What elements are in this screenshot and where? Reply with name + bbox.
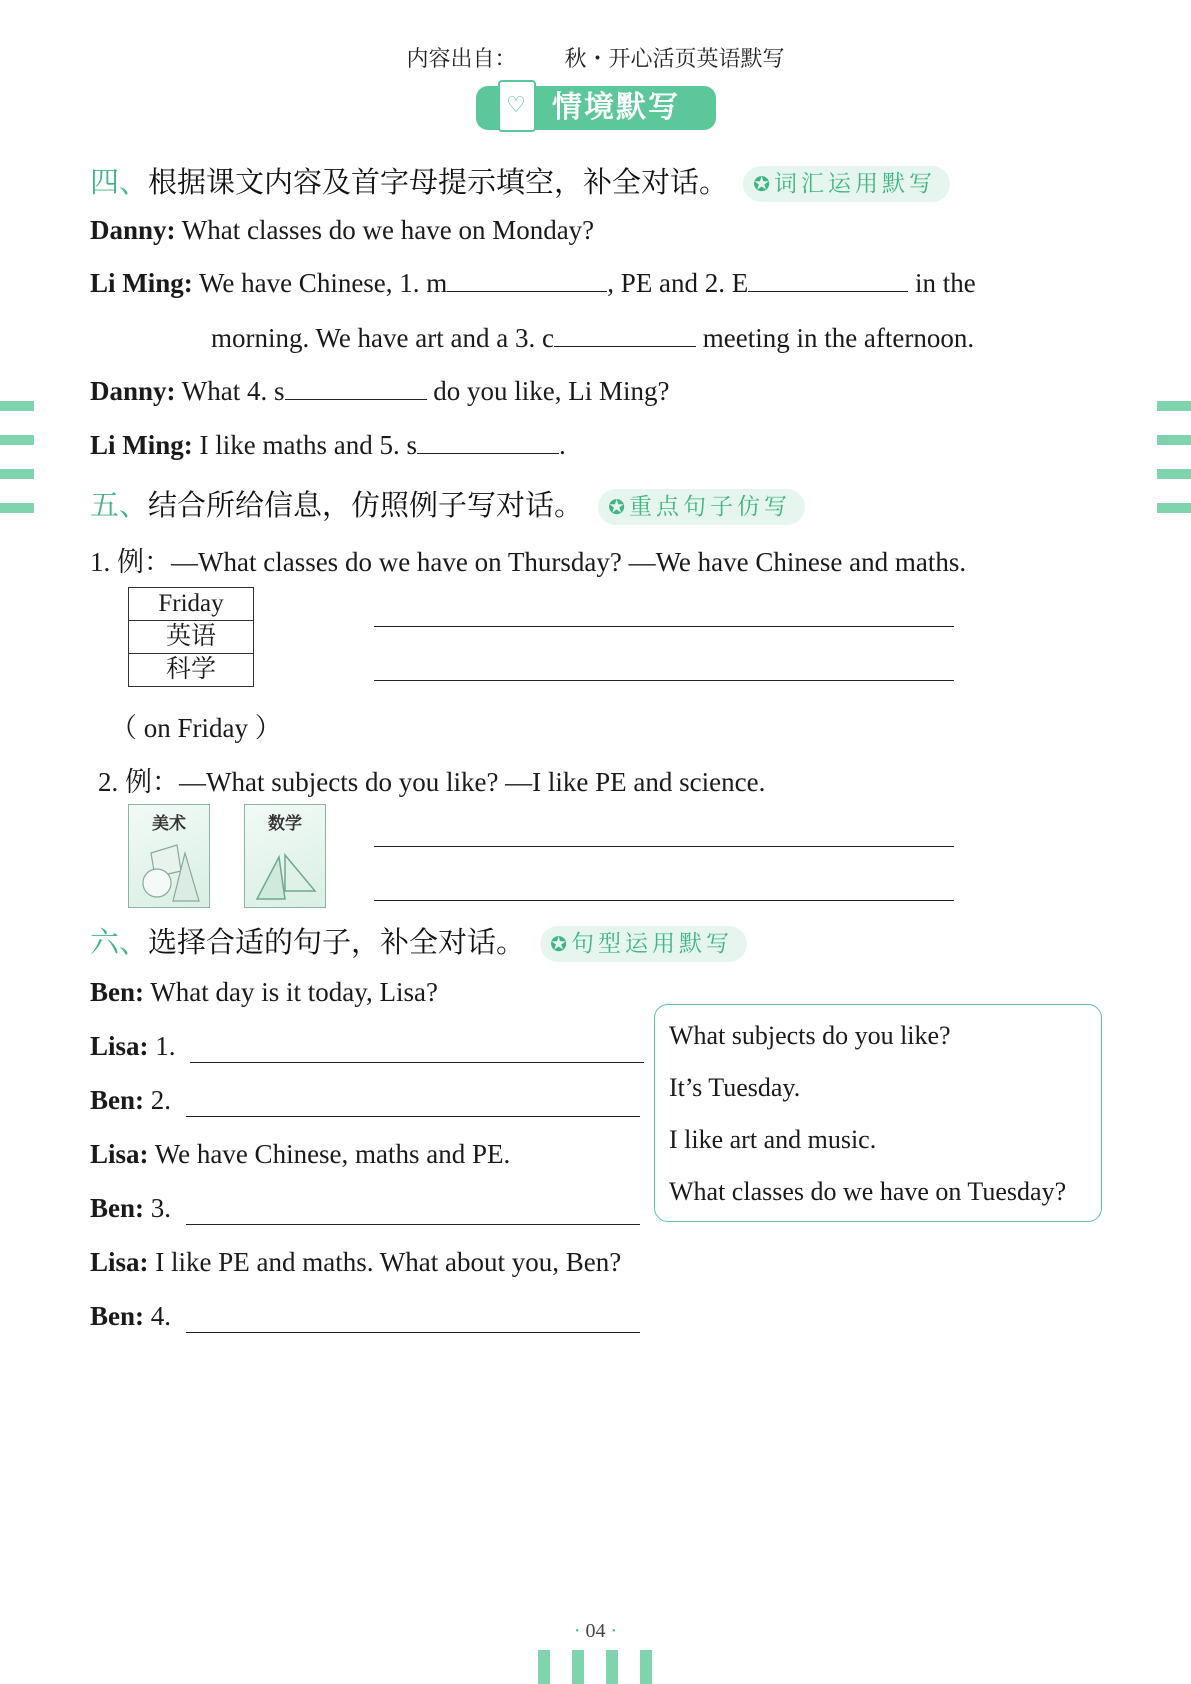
side-mark: [0, 401, 34, 411]
option-item[interactable]: What subjects do you like?: [669, 1021, 951, 1050]
example-2: 2. 例：—What subjects do you like? —I like PE and science.: [98, 767, 766, 797]
option-item[interactable]: What classes do we have on Tuesday?: [669, 1177, 1067, 1206]
speaker: Lisa:: [90, 1031, 149, 1061]
speaker: Lisa:: [90, 1247, 149, 1277]
side-mark: [0, 435, 34, 445]
section5-heading: [90, 483, 805, 525]
timetable-cell: 科学: [129, 654, 254, 687]
book-label: 美术: [152, 814, 186, 834]
dialogue-text: What 4. s: [181, 376, 285, 406]
timetable-caption: （ on Friday ）: [110, 713, 282, 743]
section4-tag: [743, 166, 950, 202]
star-icon: ✪: [550, 932, 568, 956]
answer-blank[interactable]: [748, 269, 908, 292]
speaker: Ben:: [90, 1193, 144, 1223]
section5-title: 结合所给信息，仿照例子写对话。: [148, 488, 584, 522]
section6-tag: [540, 926, 747, 962]
section6-number: 六、: [90, 925, 149, 959]
answer-line[interactable]: [186, 1224, 640, 1225]
dialogue-line: [90, 1247, 621, 1278]
answer-line[interactable]: [374, 626, 954, 627]
dialogue-text: in the: [908, 268, 976, 298]
page-number: · 04 ·: [573, 1620, 618, 1642]
answer-line[interactable]: [374, 846, 954, 847]
book-name: 秋・开心活页英语默写: [564, 47, 785, 72]
banner-title: 情境默写: [552, 90, 680, 125]
dialogue-text: do you like, Li Ming?: [426, 376, 670, 406]
dialogue-line: [90, 268, 1100, 299]
dialogue-text: , PE and 2. E: [607, 268, 749, 298]
section-banner: [476, 86, 716, 130]
speaker: Li Ming:: [90, 268, 193, 298]
answer-line[interactable]: [190, 1062, 644, 1063]
book-label: 数学: [268, 814, 302, 834]
heart-hands-icon: ♡: [498, 80, 536, 132]
blank-number: 2.: [150, 1085, 171, 1115]
speaker: Lisa:: [90, 1139, 149, 1169]
speaker: Ben:: [90, 977, 144, 1007]
maths-book: [244, 804, 326, 908]
example-1: 1. 例：—What classes do we have on Thursday? —We have Chinese and maths.: [90, 547, 967, 577]
side-mark: [1157, 435, 1191, 445]
dialogue-text: .: [558, 430, 566, 460]
section4-tag-label: 词汇运用默写: [774, 171, 937, 197]
section4-heading: [90, 160, 950, 202]
dialogue-text: morning. We have art and a 3. c: [211, 323, 554, 353]
section6-title: 选择合适的句子，补全对话。: [148, 925, 526, 959]
dialogue-line: [90, 1139, 510, 1170]
star-icon: ✪: [608, 495, 626, 519]
footer-mark: [572, 1650, 584, 1684]
timetable: [128, 587, 254, 687]
dialogue-text: We have Chinese, maths and PE.: [154, 1139, 511, 1169]
answer-blank[interactable]: [285, 377, 427, 400]
timetable-cell: 英语: [129, 621, 254, 654]
speaker: Ben:: [90, 1301, 144, 1331]
dialogue-line: [90, 376, 670, 407]
dialogue-line: [90, 1085, 171, 1116]
dialogue-line: [211, 323, 974, 354]
star-icon: ✪: [753, 172, 771, 196]
dialogue-line: [90, 1031, 176, 1062]
side-mark: [1157, 469, 1191, 479]
dialogue-text: I like maths and 5. s: [199, 430, 417, 460]
dialogue-text: I like PE and maths. What about you, Ben?: [155, 1247, 622, 1277]
section6-tag-label: 句型运用默写: [571, 931, 734, 957]
dialogue-text: What day is it today, Lisa?: [150, 977, 438, 1007]
footer-mark: [538, 1650, 550, 1684]
dialogue-line: [90, 977, 438, 1008]
answer-blank[interactable]: [417, 431, 559, 454]
option-item[interactable]: It’s Tuesday.: [669, 1073, 801, 1102]
dialogue-text: meeting in the afternoon.: [695, 323, 975, 353]
timetable-cell: Friday: [129, 588, 254, 621]
source-label: 内容出自：: [406, 47, 517, 72]
answer-line[interactable]: [374, 900, 954, 901]
geometric-shapes-icon: [129, 805, 209, 907]
side-mark: [1157, 401, 1191, 411]
dialogue-line: [90, 1301, 171, 1332]
section5-number: 五、: [90, 488, 149, 522]
footer-mark: [606, 1650, 618, 1684]
answer-blank[interactable]: [554, 324, 696, 347]
art-book: [128, 804, 210, 908]
dialogue-text: What classes do we have on Monday?: [181, 215, 595, 245]
answer-line[interactable]: [186, 1116, 640, 1117]
triangle-ruler-icon: [245, 805, 325, 907]
side-mark: [0, 469, 34, 479]
speaker: Danny:: [90, 215, 176, 245]
footer-mark: [640, 1650, 652, 1684]
section4-title: 根据课文内容及首字母提示填空，补全对话。: [148, 165, 729, 199]
speaker: Ben:: [90, 1085, 144, 1115]
blank-number: 3.: [150, 1193, 171, 1223]
dialogue-line: [90, 215, 594, 246]
dialogue-line: [90, 430, 566, 461]
section5-tag-label: 重点句子仿写: [629, 494, 792, 520]
section4-number: 四、: [90, 165, 149, 199]
section5-tag: [598, 489, 805, 525]
answer-line[interactable]: [374, 680, 954, 681]
side-mark: [1157, 503, 1191, 513]
option-item[interactable]: I like art and music.: [669, 1125, 877, 1154]
blank-number: 1.: [155, 1031, 176, 1061]
speaker: Li Ming:: [90, 430, 193, 460]
page-number-value: 04: [585, 1620, 606, 1642]
answer-line[interactable]: [186, 1332, 640, 1333]
blank-number: 4.: [150, 1301, 171, 1331]
section6-heading: [90, 920, 747, 962]
options-box: [654, 1004, 1102, 1222]
source-line: [0, 42, 1191, 73]
speaker: Danny:: [90, 376, 176, 406]
answer-blank[interactable]: [447, 269, 607, 292]
dialogue-text: We have Chinese, 1. m: [199, 268, 448, 298]
side-mark: [0, 503, 34, 513]
dialogue-line: [90, 1193, 171, 1224]
